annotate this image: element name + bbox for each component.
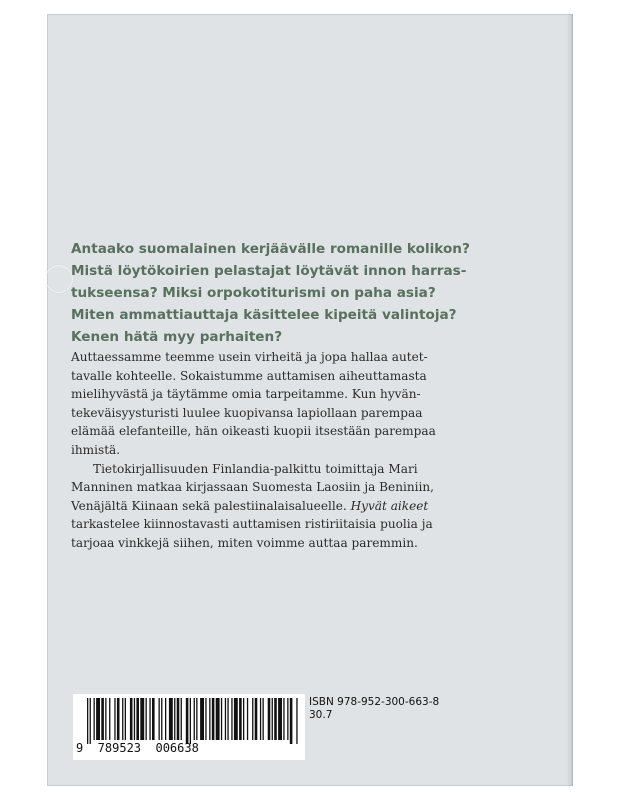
barcode-bar <box>283 698 284 740</box>
barcode-bar <box>216 698 220 740</box>
barcode-bar <box>260 698 261 740</box>
barcode-label <box>73 694 440 760</box>
barcode-digits: 9 789523 006638 <box>76 741 199 755</box>
sticker-residue <box>45 265 73 293</box>
barcode-bar <box>239 698 242 740</box>
headline-line: Kenen hätä myy parhaiten? <box>71 329 283 345</box>
barcode-bar <box>174 698 175 740</box>
blurb <box>71 348 541 553</box>
book-title: Hyvät aikeet <box>350 498 429 513</box>
barcode-bar <box>87 698 88 744</box>
barcode-bar <box>130 698 133 740</box>
blurb-line: tarkastelee kiinnostavasti auttamisen ristiriitaisia puolia ja <box>71 517 433 532</box>
barcode-bar <box>149 698 150 740</box>
blurb-line: elämää elefanteille, hän oikeasti kuopii itsestään parempaa <box>71 424 436 439</box>
headline-line: tukseensa? Miksi orpokotiturismi on paha asia? <box>71 285 436 301</box>
barcode-bar <box>159 698 160 740</box>
barcode-bar <box>255 698 258 740</box>
barcode-bar <box>186 698 189 744</box>
classification-code: 30.7 <box>309 709 333 721</box>
barcode-bar <box>134 698 135 740</box>
barcode-bar <box>205 698 206 740</box>
barcode-bar <box>109 698 110 740</box>
barcode-bar <box>90 698 91 744</box>
barcode-bar <box>263 698 264 740</box>
barcode-bar <box>231 698 232 740</box>
isbn-number: ISBN 978-952-300-663-8 <box>309 696 440 708</box>
barcode-bar <box>194 698 195 740</box>
cover-headline <box>71 238 541 348</box>
barcode <box>73 694 305 746</box>
barcode-bar <box>177 698 180 740</box>
barcode-bar <box>125 698 126 740</box>
barcode-bar <box>272 698 273 740</box>
barcode-bar <box>296 698 297 744</box>
barcode-bar <box>114 698 115 740</box>
barcode-bar <box>196 698 197 740</box>
cover-edge-shadow <box>567 14 573 786</box>
barcode-bar <box>146 698 147 740</box>
barcode-bar <box>122 698 123 740</box>
blurb-line: Auttaessamme teemme usein virheitä ja jopa hallaa autet- <box>71 350 428 364</box>
barcode-bar <box>140 698 144 740</box>
blurb-text: Venäjältä Kiinaan sekä palestiinalaisalueelle. <box>71 498 351 513</box>
barcode-bar <box>117 698 120 740</box>
barcode-bar <box>209 698 210 740</box>
barcode-bar <box>94 698 95 740</box>
barcode-bar <box>227 698 228 740</box>
barcode-bar <box>101 698 104 740</box>
barcode-bar <box>105 698 106 740</box>
headline-line: Mistä löytökoirien pelastajat löytävät innon harras- <box>71 263 467 279</box>
barcode-bar <box>212 698 215 740</box>
blurb-line: Tietokirjallisuuden Finlandia-palkittu toimittaja Mari <box>93 461 418 476</box>
barcode-bar <box>221 698 222 740</box>
barcode-bar <box>290 698 293 744</box>
isbn-block <box>309 696 439 722</box>
barcode-bar <box>274 698 277 740</box>
barcode-bar <box>243 698 244 740</box>
barcode-bar <box>152 698 155 740</box>
barcode-bar <box>252 698 253 740</box>
barcode-bar <box>169 698 173 740</box>
blurb-line: tavalle kohteelle. Sokaistumme auttamisen aiheuttamasta <box>71 368 427 383</box>
barcode-bar <box>234 698 238 740</box>
blurb-line: Manninen matkaa kirjassaan Suomesta Laosiin ja Beniniin, <box>71 480 435 495</box>
barcode-bar <box>136 698 139 740</box>
barcode-bar <box>190 698 191 744</box>
barcode-bar <box>287 698 288 740</box>
barcode-bar <box>181 698 182 740</box>
barcode-bar <box>278 698 282 740</box>
blurb-line: tekeväisyysturisti luulee kuopivansa lapiollaan parempaa <box>71 405 423 420</box>
barcode-bar <box>200 698 204 740</box>
barcode-bar <box>165 698 166 740</box>
headline-line: Miten ammattiauttaja käsittelee kipeitä valintoja? <box>71 307 457 323</box>
blurb-line: mielihyvästä ja täytämme omia tarpeitamme. Kun hyvän- <box>71 387 421 402</box>
blurb-line: ihmistä. <box>71 442 121 457</box>
blurb-line: tarjoaa vinkkejä siihen, miten voimme auttaa paremmin. <box>71 535 418 550</box>
headline-line: Antaako suomalainen kerjäävälle romanille kolikon? <box>71 241 470 257</box>
barcode-bar <box>161 698 162 740</box>
barcode-bar <box>225 698 226 740</box>
barcode-bar <box>268 698 271 740</box>
barcode-bar <box>247 698 248 740</box>
blurb-line <box>71 497 541 516</box>
barcode-bar <box>96 698 100 740</box>
